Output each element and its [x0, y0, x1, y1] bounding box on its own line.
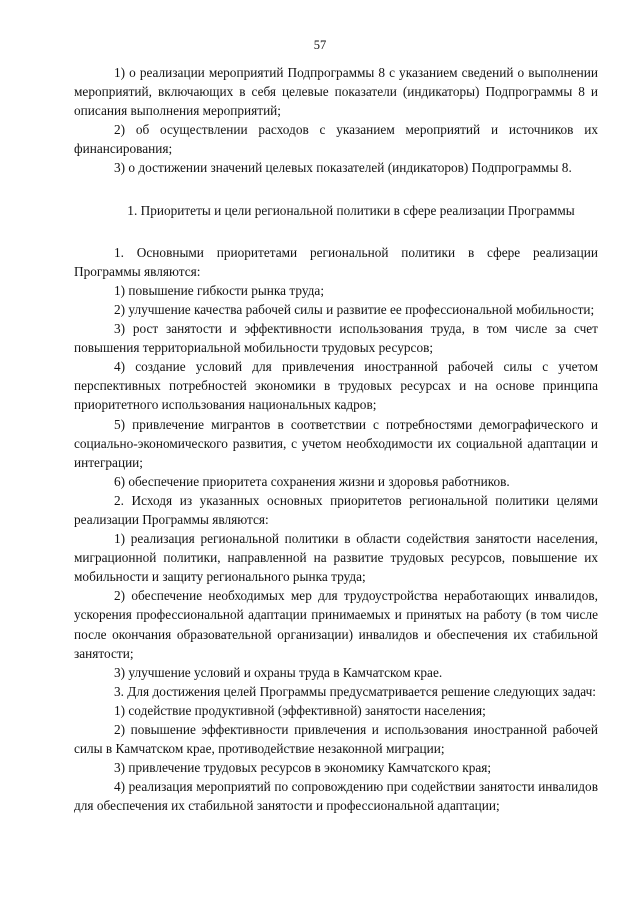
- paragraph: 2) об осуществлении расходов с указанием мероприятий и источников их финансирования;: [74, 122, 598, 157]
- list-item: 4) реализация мероприятий по сопровождению при содействии занятости инвалидов для обеспечения их стабильной занятости и профессиональной адаптации;: [74, 779, 598, 814]
- paragraph: 1. Основными приоритетами региональной политики в сфере реализации Программы являются:: [74, 244, 598, 279]
- list-item: 2) улучшение качества рабочей силы и развитие ее профессиональной мобильности;: [114, 301, 595, 317]
- page-number: 57: [313, 38, 327, 52]
- list-item: 2) повышение эффективности привлечения и использования иностранной рабочей силы в Камчатском крае, противодействие незаконной миграции;: [74, 722, 598, 757]
- list-item: 5) привлечение мигрантов в соответствии с потребностями демографического и социально-экономического развития, с учетом необходимости их социальной адаптации и интеграции;: [74, 416, 598, 470]
- list-item: 3) улучшение условий и охраны труда в Камчатском крае.: [114, 664, 443, 680]
- paragraph: 2. Исходя из указанных основных приоритетов региональной политики целями реализации Программы являются:: [74, 492, 598, 527]
- paragraph: 3. Для достижения целей Программы предусматривается решение следующих задач:: [114, 683, 596, 699]
- list-item: 1) повышение гибкости рынка труда;: [114, 282, 325, 298]
- paragraph: 3) о достижении значений целевых показателей (индикаторов) Подпрограммы 8.: [114, 160, 572, 176]
- section-title: 1. Приоритеты и цели региональной политики в сфере реализации Программы: [127, 202, 575, 218]
- document-body: [74, 63, 598, 815]
- list-item: 4) создание условий для привлечения иностранной рабочей силы с учетом перспективных потребностей экономики в трудовых ресурсах и на основе принципа приоритетного использования национальных кадров;: [74, 359, 598, 413]
- list-item: 3) рост занятости и эффективности использования труда, в том числе за счет повышения территориальной мобильности трудовых ресурсов;: [74, 321, 598, 356]
- list-item: 6) обеспечение приоритета сохранения жизни и здоровья работников.: [114, 473, 510, 489]
- list-item: 1) содействие продуктивной (эффективной) занятости населения;: [114, 702, 486, 718]
- list-item: 2) обеспечение необходимых мер для трудоустройства неработающих инвалидов, ускорения профессиональной адаптации принимаемых и принятых на работу (в том числе после окончания образовательной организации) инвалидов и обеспечения их стабильной занятости;: [74, 588, 598, 661]
- paragraph: 1) о реализации мероприятий Подпрограммы 8 с указанием сведений о выполнении мероприятий, включающих в себя целевые показатели (индикаторы) Подпрограммы 8 и описания выполнения мероприятий;: [74, 65, 598, 119]
- list-item: 1) реализация региональной политики в области содействия занятости населения, миграционной политики, направленной на развитие трудовых ресурсов, повышение их мобильности и защиту регионального рынка труда;: [74, 531, 598, 585]
- list-item: 3) привлечение трудовых ресурсов в экономику Камчатского края;: [114, 760, 492, 776]
